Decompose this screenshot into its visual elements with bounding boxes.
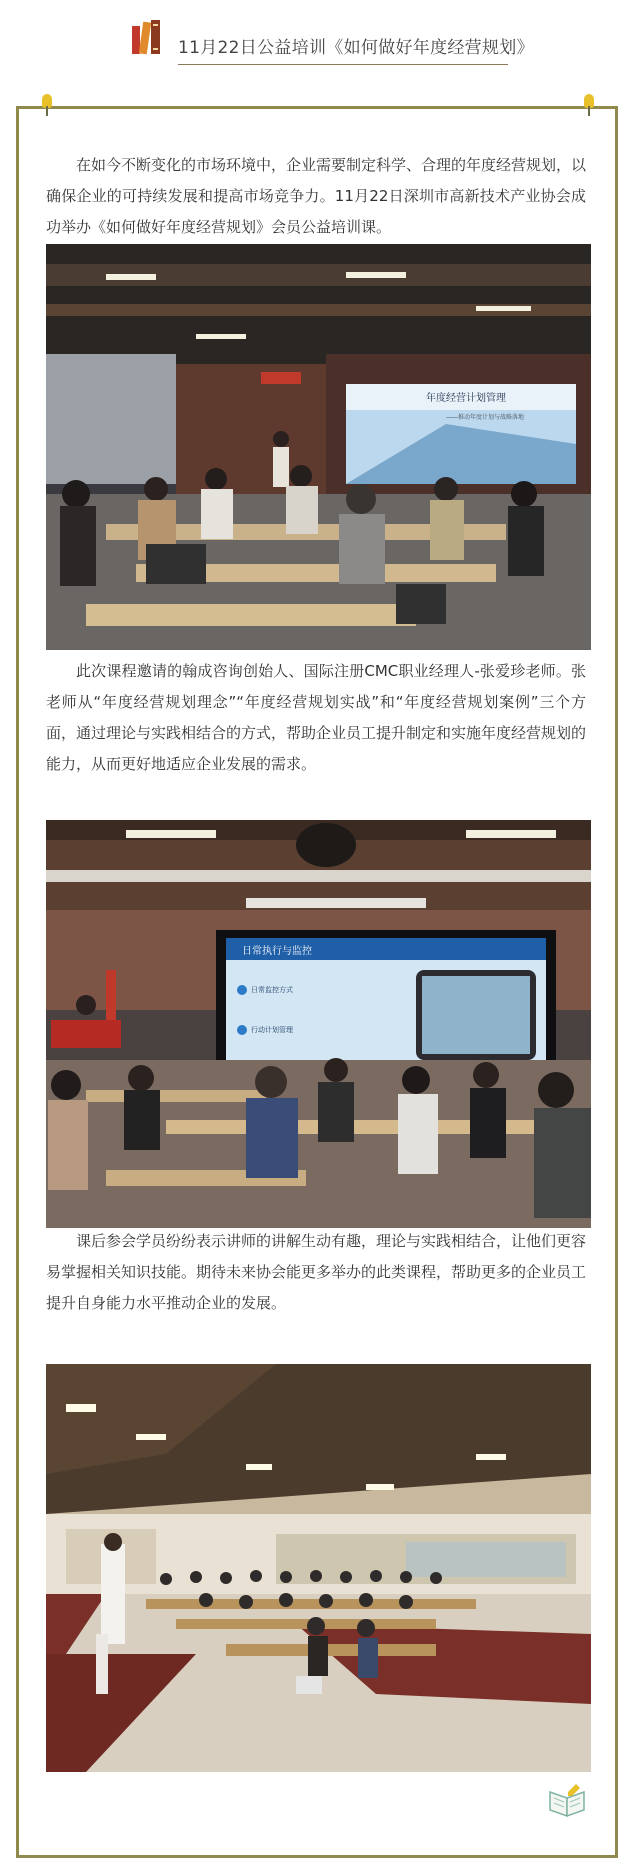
feedback-paragraph: 课后参会学员纷纷表示讲师的讲解生动有趣，理论与实践相结合，让他们更容易掌握相关知识技能。期待未来协会能更多举办的此类课程，帮助更多的企业员工提升自身能力水平推动企业的发展。 [46, 1232, 587, 1312]
title-underline [178, 64, 508, 65]
intro-paragraph: 在如今不断变化的市场环境中，企业需要制定科学、合理的年度经营规划，以确保企业的可持续发展和提高市场竞争力。11月22日深圳市高新技术产业协会成功举办《如何做好年度经营规划》会员公益培训课。 [46, 156, 587, 236]
photo1-screen-title: 年度经营计划管理 [426, 393, 506, 404]
books-icon [130, 18, 170, 56]
photo2-screen-item2: 行动计划管理 [251, 1027, 293, 1034]
pin-right-icon [584, 94, 594, 116]
page-title: 11月22日公益培训《如何做好年度经营规划》 [178, 38, 534, 58]
photo2-screen-title: 日常执行与监控 [242, 946, 312, 957]
training-photo-3 [46, 1364, 591, 1772]
open-book-icon [546, 1782, 588, 1818]
speaker-paragraph: 此次课程邀请的翰成咨询创始人、国际注册CMC职业经理人-张爱珍老师。张老师从“年度经营规划理念”“年度经营规划实战”和“年度经营规划案例”三个方面，通过理论与实践相结合的方式，帮助企业员工提升制定和实施年度经营规划的能力，从而更好地适应企业发展的需求。 [46, 662, 587, 773]
photo2-screen-item1: 日常监控方式 [251, 987, 293, 994]
photo1-screen-sub: ——推动年度计划与战略落地 [446, 415, 525, 421]
training-photo-2 [46, 820, 591, 1228]
article-header [0, 0, 632, 80]
training-photo-1 [46, 244, 591, 650]
pin-left-icon [42, 94, 52, 116]
